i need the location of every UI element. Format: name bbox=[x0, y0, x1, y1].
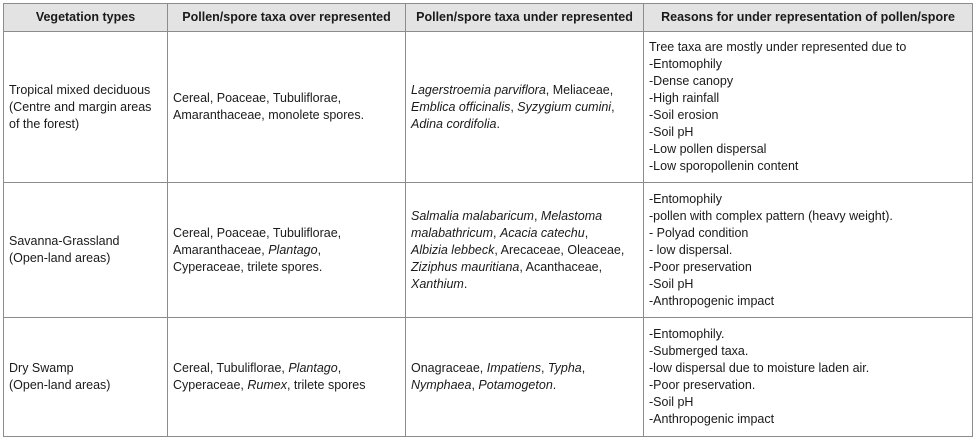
taxon-name: Potamogeton bbox=[478, 378, 553, 393]
cell-line: -low dispersal due to moisture laden air. bbox=[649, 361, 870, 376]
cell-line: -Soil pH bbox=[649, 276, 694, 291]
cell-text: , bbox=[492, 225, 500, 240]
cell-line: Tree taxa are mostly under represented due to bbox=[649, 40, 907, 55]
cell-line bbox=[173, 242, 400, 259]
cell-line: -Poor preservation. bbox=[649, 378, 756, 393]
taxon-name: Emblica officinalis bbox=[411, 99, 511, 114]
vegetation-cell bbox=[4, 318, 168, 437]
cell-text: Cyperaceae, trilete spores. bbox=[173, 259, 323, 274]
cell-line bbox=[173, 107, 400, 124]
taxon-name: Typha bbox=[547, 361, 582, 376]
cell-line: -Soil erosion bbox=[649, 108, 719, 123]
cell-line: -Soil pH bbox=[649, 395, 694, 410]
under-represented-cell bbox=[406, 318, 644, 437]
reasons-cell bbox=[644, 318, 973, 437]
cell-text: , Acanthaceae, bbox=[519, 259, 603, 274]
cell-line: -Anthropogenic impact bbox=[649, 412, 775, 427]
cell-line: Tropical mixed deciduous bbox=[9, 82, 151, 97]
cell-text: Onagraceae, bbox=[411, 361, 487, 376]
cell-text: , bbox=[581, 361, 586, 376]
cell-text: , trilete spores bbox=[286, 378, 366, 393]
vegetation-pollen-table bbox=[3, 3, 973, 437]
cell-line: -Entomophily bbox=[649, 57, 722, 72]
cell-line: -High rainfall bbox=[649, 91, 720, 106]
cell-line bbox=[173, 360, 400, 377]
header-reasons: Reasons for under representation of pollen/spore bbox=[644, 4, 973, 32]
cell-line bbox=[411, 242, 638, 259]
taxon-name: Xanthium bbox=[411, 276, 464, 291]
over-represented-cell bbox=[168, 318, 406, 437]
table-row bbox=[4, 32, 973, 183]
cell-line: -Poor preservation bbox=[649, 259, 752, 274]
cell-text: Cyperaceae, bbox=[173, 378, 248, 393]
cell-text: Cereal, Poaceae, Tubuliflorae, bbox=[173, 225, 342, 240]
cell-text: , bbox=[540, 361, 548, 376]
cell-line: Savanna-Grassland bbox=[9, 234, 120, 249]
table-row bbox=[4, 318, 973, 437]
cell-line: -Low sporopollenin content bbox=[649, 159, 799, 174]
taxon-name: Albizia lebbeck bbox=[411, 242, 495, 257]
taxon-name: Salmalia malabaricum bbox=[411, 208, 534, 223]
table-row bbox=[4, 183, 973, 318]
vegetation-cell bbox=[4, 183, 168, 318]
taxon-name: Syzygium cumini bbox=[517, 99, 612, 114]
cell-text: . bbox=[463, 276, 468, 291]
cell-line bbox=[411, 225, 638, 242]
taxon-name: Acacia catechu bbox=[499, 225, 585, 240]
taxon-name: Ziziphus mauritiana bbox=[411, 259, 520, 274]
cell-line bbox=[411, 259, 638, 276]
reasons-cell bbox=[644, 183, 973, 318]
header-vegetation-types: Vegetation types bbox=[4, 4, 168, 32]
cell-text: Amaranthaceae, bbox=[173, 242, 269, 257]
cell-line: -Anthropogenic impact bbox=[649, 293, 775, 308]
cell-line bbox=[173, 225, 400, 242]
cell-line bbox=[411, 377, 638, 394]
over-represented-cell bbox=[168, 183, 406, 318]
cell-line: - Polyad condition bbox=[649, 225, 749, 240]
taxon-name: Lagerstroemia parviflora bbox=[411, 82, 546, 97]
cell-text: Amaranthaceae, monolete spores. bbox=[173, 108, 365, 123]
cell-text: , bbox=[471, 378, 479, 393]
cell-line: -pollen with complex pattern (heavy weight). bbox=[649, 208, 893, 223]
cell-line: Dry Swamp bbox=[9, 361, 74, 376]
cell-text: , Meliaceae, bbox=[545, 82, 614, 97]
header-under-represented: Pollen/spore taxa under represented bbox=[406, 4, 644, 32]
cell-text: . bbox=[496, 116, 500, 131]
cell-line bbox=[411, 208, 638, 225]
vegetation-cell bbox=[4, 32, 168, 183]
cell-line: of the forest) bbox=[9, 116, 80, 131]
header-over-represented: Pollen/spore taxa over represented bbox=[168, 4, 406, 32]
over-represented-cell bbox=[168, 32, 406, 183]
cell-line bbox=[411, 360, 638, 377]
taxon-name: Plantago bbox=[288, 361, 338, 376]
cell-text: , bbox=[584, 225, 589, 240]
cell-text: . bbox=[552, 378, 557, 393]
cell-line bbox=[411, 276, 638, 293]
taxon-name: Nymphaea bbox=[411, 378, 472, 393]
under-represented-cell bbox=[406, 183, 644, 318]
cell-line bbox=[173, 259, 400, 276]
taxon-name: malabathricum bbox=[411, 225, 493, 240]
cell-text: , bbox=[533, 208, 541, 223]
cell-line: -Low pollen dispersal bbox=[649, 142, 767, 157]
cell-line: - low dispersal. bbox=[649, 242, 733, 257]
cell-text: , bbox=[611, 99, 615, 114]
header-row bbox=[4, 4, 973, 32]
cell-line bbox=[411, 99, 638, 116]
cell-line: (Centre and margin areas bbox=[9, 99, 152, 114]
under-represented-cell bbox=[406, 32, 644, 183]
cell-line: (Open-land areas) bbox=[9, 251, 111, 266]
taxon-name: Plantago bbox=[268, 242, 318, 257]
taxon-name: Adina cordifolia bbox=[411, 116, 497, 131]
cell-line bbox=[411, 116, 638, 133]
cell-text: Cereal, Poaceae, Tubuliflorae, bbox=[173, 91, 342, 106]
cell-line: -Entomophily bbox=[649, 191, 722, 206]
cell-line bbox=[173, 377, 400, 394]
cell-line: -Submerged taxa. bbox=[649, 344, 749, 359]
cell-text: , bbox=[337, 361, 342, 376]
reasons-cell bbox=[644, 32, 973, 183]
cell-line: -Entomophily. bbox=[649, 327, 725, 342]
cell-text: , Arecaceae, Oleaceae, bbox=[494, 242, 625, 257]
cell-line: -Dense canopy bbox=[649, 74, 734, 89]
taxon-name: Rumex bbox=[247, 378, 287, 393]
taxon-name: Melastoma bbox=[540, 208, 603, 223]
cell-text: , bbox=[317, 242, 322, 257]
cell-line: -Soil pH bbox=[649, 125, 694, 140]
cell-text: , bbox=[510, 99, 518, 114]
taxon-name: Impatiens bbox=[486, 361, 541, 376]
cell-line: (Open-land areas) bbox=[9, 378, 111, 393]
cell-text: Cereal, Tubuliflorae, bbox=[173, 361, 289, 376]
cell-line bbox=[173, 90, 400, 107]
cell-line bbox=[411, 82, 638, 99]
